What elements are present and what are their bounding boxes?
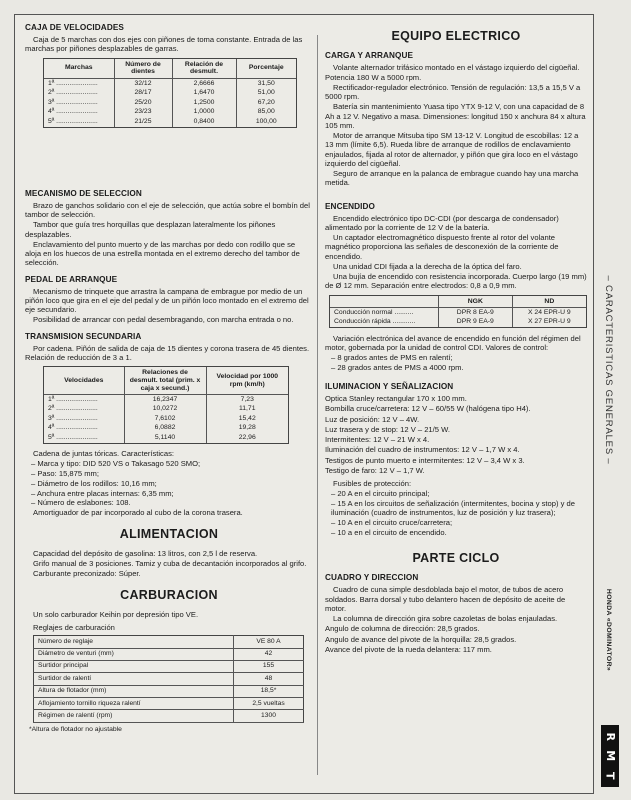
marchas-row — [44, 79, 296, 89]
bujia-table — [330, 296, 586, 328]
reglajes-table — [33, 635, 304, 723]
reglajes-cell: VE 80 A — [234, 636, 304, 648]
reglajes-footnote: *Altura de flotador no ajustable — [29, 725, 122, 733]
logo-letter: T — [603, 771, 617, 780]
reglajes-row — [34, 636, 304, 648]
cadena-list — [25, 459, 313, 507]
side-brand — [598, 540, 618, 720]
bujia-table-wrap — [329, 295, 587, 329]
reglajes-cell: Diámetro de venturi (mm) — [34, 648, 234, 660]
column-divider — [317, 35, 318, 775]
logo-letter: M — [603, 750, 617, 762]
alimentacion-title: ALIMENTACION — [119, 527, 219, 542]
encendido-p1: Encendido electrónico tipo DC-CDI (por descarga de condensador) alimentado por la corriente de 12 V de la batería. — [325, 213, 559, 232]
reglajes-cell: Surtidor de ralentí — [34, 673, 234, 685]
velocidades-cell: 22,96 — [238, 433, 256, 441]
marchas-header: Marchas — [44, 59, 114, 79]
velocidades-table — [44, 367, 288, 443]
reglajes-row — [34, 660, 304, 672]
marchas-cell: 5ª ...................... — [44, 117, 114, 126]
encendido-item: – 28 grados antes de PMS a 4000 rpm. — [331, 362, 464, 372]
fusible-item: – 10 A en el circuito cruce/carretera; — [331, 518, 453, 528]
bujia-header: NGK — [438, 296, 512, 308]
encendido-item: – 8 grados antes de PMS en ralentí; — [331, 353, 453, 363]
iluminacion-line: Luz de posición: 12 V – 4W. — [325, 414, 420, 424]
rmt-logo — [601, 725, 619, 787]
marchas-cell: 1,6470 — [172, 89, 236, 98]
cadena-item: – Anchura entre placas internas: 6,35 mm; — [31, 488, 174, 498]
iluminacion-line: Intermitentes: 12 V – 21 W x 4. — [325, 435, 430, 445]
encendido-title: ENCENDIDO — [325, 201, 376, 211]
fusible-item: – 15 A en los circuitos de señalización (intermitentes, bocina y stop) y de iluminación (cuadro de instrumentos, luz de posición y luz trasera); — [331, 499, 575, 518]
alimentacion-p3: Carburante preconizado: Súper. — [33, 569, 141, 579]
transmision-title: TRANSMISION SECUNDARIA — [25, 331, 142, 341]
marchas-cell: 25/20 — [114, 98, 172, 107]
cadena-item: – Marca y tipo: DID 520 VS o Takasago 520 SMO; — [31, 459, 201, 469]
equipo-title: EQUIPO ELECTRICO — [391, 29, 521, 43]
alimentacion-p2: Grifo manual de 3 posiciones. Tamiz y cuba de decantación incorporados al grifo. — [33, 558, 307, 568]
bujia-cell: DPR 8 EA-9 — [438, 308, 512, 318]
amortiguador-text: Amortiguador de par incorporado al cubo de la corona trasera. — [33, 508, 243, 518]
velocidades-cell: 10,0272 — [124, 405, 206, 414]
marchas-cell: 1,2500 — [172, 98, 236, 107]
velocidades-row — [44, 405, 288, 414]
velocidades-row — [44, 414, 288, 423]
velocidades-cell: 2ª ...................... — [44, 405, 124, 414]
reglajes-row — [34, 673, 304, 685]
marchas-cell: 0,8400 — [172, 117, 236, 126]
iluminacion-line: Bombilla cruce/carretera: 12 V – 60/55 W (halógena tipo H4). — [325, 404, 531, 414]
encendido-p3: Una unidad CDI fijada a la derecha de la óptica del faro. — [333, 261, 522, 271]
cadena-item: – Número de eslabones: 108. — [31, 498, 131, 508]
carburacion-p1: Un solo carburador Keihin por depresión tipo VE. — [33, 609, 199, 619]
marchas-cell: 21/25 — [114, 117, 172, 126]
velocidades-cell: 1ª ...................... — [44, 395, 124, 405]
right-column — [325, 23, 587, 655]
encendido-p5: Variación electrónica del avance de encendido en función del régimen del motor, gobernada por la unidad de control CDI. Valores de control: — [325, 333, 581, 352]
cuadro-title: CUADRO Y DIRECCION — [325, 573, 419, 583]
bujia-cell: X 24 EPR-U 9 — [528, 308, 571, 316]
velocidades-row — [44, 424, 288, 433]
side-brand-text: HONDA «DOMINATOR» — [605, 588, 613, 672]
left-column — [25, 23, 313, 734]
marchas-cell: 100,00 — [255, 117, 277, 125]
seleccion-title: MECANISMO DE SELECCION — [25, 188, 142, 198]
carga-title: CARGA Y ARRANQUE — [325, 51, 414, 61]
reglajes-row — [34, 685, 304, 697]
marchas-cell: 85,00 — [257, 108, 275, 116]
marchas-cell: 32/12 — [114, 79, 172, 89]
bujia-cell: DPR 9 EA-9 — [438, 318, 512, 327]
marchas-header: Número de dientes — [114, 59, 172, 79]
alimentacion-p1: Capacidad del depósito de gasolina: 13 litros, con 2,5 l de reserva. — [33, 548, 258, 558]
marchas-header: Porcentaje — [236, 59, 296, 79]
iluminacion-lines — [325, 394, 587, 475]
cadena-intro: Cadena de juntas tóricas. Características: — [33, 449, 174, 459]
iluminacion-line: Optica Stanley rectangular 170 x 100 mm. — [325, 394, 467, 404]
marchas-row — [44, 108, 296, 117]
velocidades-cell: 6,0882 — [124, 424, 206, 433]
cuadro-line: Angulo de columna de dirección: 28,5 grados. — [325, 624, 480, 634]
carga-p5: Seguro de arranque en la palanca de embrague cuando hay una marcha metida. — [325, 169, 579, 188]
iluminacion-line: Testigo de faro: 12 V – 1,7 W. — [325, 465, 425, 475]
marchas-cell: 51,00 — [257, 89, 275, 97]
cuadro-line: Angulo de avance del pivote de la horquilla: 28,5 grados. — [325, 634, 517, 644]
fusible-item: – 20 A en el circuito principal; — [331, 489, 430, 499]
marchas-table-wrap — [43, 58, 297, 128]
cuadro-p2: La columna de dirección gira sobre cazoletas de bolas enjauladas. — [333, 614, 558, 624]
caja-title: CAJA DE VELOCIDADES — [25, 23, 124, 32]
side-title-text: – CARACTERISTICAS GENERALES – — [602, 275, 614, 465]
cadena-item: – Paso: 15,875 mm; — [31, 469, 99, 479]
velocidades-cell: 7,6102 — [124, 414, 206, 423]
marchas-row — [44, 98, 296, 107]
marchas-row — [44, 89, 296, 98]
caja-text: Caja de 5 marchas con dos ejes con piñones de toma constante. Entrada de las marchas por piñones desplazables de garras. — [25, 35, 303, 54]
carga-p3: Batería sin mantenimiento Yuasa tipo YTX 9-12 V, con una capacidad de 8 Ah a 12 V. Negativo a masa. Dimensiones: longitud 150 x anchura 84 x altura 105 mm. — [325, 102, 586, 130]
velocidades-cell: 11,71 — [238, 405, 256, 413]
bujia-header: ND — [512, 296, 586, 308]
bujia-row — [330, 308, 586, 318]
side-section-title — [598, 220, 618, 520]
parte-ciclo-title: PARTE CICLO — [412, 551, 500, 566]
fusible-item: – 10 a en el circuito de encendido. — [331, 527, 447, 537]
carburacion-title: CARBURACION — [120, 588, 218, 603]
seleccion-p3: Enclavamiento del punto muerto y de las marchas por dedo con rodillo que se aloja en los huecos de una estrella montada en el extremo derecho del tambor de selección. — [25, 239, 300, 268]
velocidades-table-wrap — [43, 366, 289, 444]
document-page — [14, 14, 594, 794]
bujia-cell: X 27 EPR-U 9 — [528, 318, 571, 326]
bujia-cell: Conducción rápida ............ — [330, 318, 438, 327]
cuadro-line: Avance del pivote de la rueda delantera: 117 mm. — [325, 644, 492, 654]
velocidades-row — [44, 433, 288, 442]
velocidades-row — [44, 395, 288, 405]
marchas-cell: 2,6666 — [172, 79, 236, 89]
reglajes-cell: 2,5 vueltas — [234, 698, 304, 710]
velocidades-header: Velocidades — [44, 367, 124, 395]
iluminacion-title: ILUMINACION Y SEÑALIZACION — [325, 382, 454, 392]
transmision-text: Por cadena. Piñón de salida de caja de 15 dientes y corona trasera de 45 dientes. Relación de reducción de 3 a 1. — [25, 343, 310, 362]
marchas-cell: 2ª ...................... — [44, 89, 114, 98]
velocidades-cell: 19,28 — [238, 424, 256, 432]
arranque-title: PEDAL DE ARRANQUE — [25, 274, 118, 284]
velocidades-cell: 15,42 — [238, 414, 256, 422]
carga-p4: Motor de arranque Mitsuba tipo SM 13-12 V. Longitud de escobillas: 12 a 13 mm (límite 6,5). Rueda libre de arranque de rodillos de enclavamiento enjaulados, fijada al rotor de alternador, y piñón que gira loco en el vástago izquierdo del cigüeñal. — [325, 131, 579, 168]
velocidades-cell: 16,2347 — [124, 395, 206, 405]
iluminacion-line: Iluminación del cuadro de instrumentos: 12 V – 1,7 W x 4. — [325, 445, 520, 455]
iluminacion-line: Luz trasera y de stop: 12 V – 21/5 W. — [325, 424, 450, 434]
marchas-cell: 28/17 — [114, 89, 172, 98]
marchas-cell: 3ª ...................... — [44, 98, 114, 107]
marchas-cell: 1ª ...................... — [44, 79, 114, 89]
marchas-cell: 1,0000 — [172, 108, 236, 117]
reglajes-row — [34, 710, 304, 722]
arranque-p2: Posibilidad de arrancar con pedal desembragando, con marcha entrada o no. — [33, 315, 294, 325]
cuadro-lines — [325, 624, 587, 654]
reglajes-cell: 18,5* — [234, 685, 304, 697]
reglajes-cell: 42 — [234, 648, 304, 660]
reglajes-cell: Régimen de ralentí (rpm) — [34, 710, 234, 722]
bujia-header — [330, 296, 438, 308]
velocidades-cell: 3ª ...................... — [44, 414, 124, 423]
reglajes-cell: 48 — [234, 673, 304, 685]
reglajes-cell: Aflojamiento tornillo riqueza ralentí — [34, 698, 234, 710]
cuadro-p1: Cuadro de cuna simple desdoblada bajo el motor, de tubos de acero soldados. Barra dorsal y tubo delantero hacen de depósito de aceite de motor. — [325, 585, 566, 613]
marchas-cell: 67,20 — [257, 98, 275, 106]
carga-p2: Rectificador-regulador electrónico. Tensión de regulación: 13,5 a 15,5 V a 5000 rpm. — [325, 82, 581, 101]
reglajes-row — [34, 698, 304, 710]
bujia-row — [330, 318, 586, 327]
fusibles-list — [325, 489, 587, 537]
marchas-header: Relación de desmult. — [172, 59, 236, 79]
reglajes-cell: Surtidor principal — [34, 660, 234, 672]
carga-p1: Volante alternador trifásico montado en el vástago izquierdo del cigüeñal. Potencia 180 W a 5000 rpm. — [325, 63, 580, 82]
marchas-cell: 31,50 — [257, 79, 275, 87]
reglajes-cell: 1300 — [234, 710, 304, 722]
reglajes-cell: Número de reglaje — [34, 636, 234, 648]
marchas-table — [44, 59, 296, 127]
reglajes-cell: Altura de flotador (mm) — [34, 685, 234, 697]
fusibles-intro: Fusibles de protección: — [333, 479, 412, 489]
bujia-cell: Conducción normal .......... — [330, 308, 438, 318]
marchas-row — [44, 117, 296, 126]
logo-letter: R — [603, 732, 617, 741]
encendido-p4: Una bujía de encendido con resistencia incorporada. Cuerpo largo (19 mm) de Ø 12 mm. Separación entre electrodos: 0,8 a 0,9 mm. — [325, 272, 587, 291]
velocidades-cell: 5ª ...................... — [44, 433, 124, 442]
encendido-list — [325, 353, 587, 372]
marchas-cell: 4ª ...................... — [44, 108, 114, 117]
velocidades-header: Velocidad por 1000 rpm (km/h) — [206, 367, 288, 395]
seleccion-p1: Brazo de ganchos solidario con el eje de selección, que actúa sobre el bombín del tambor de selección. — [25, 200, 310, 220]
arranque-p1: Mecanismo de trinquete que arrastra la campana de embrague por medio de un piñón loco que gira en el eje del pedal y de un piñón loco montado en el extremo del eje secundario. — [25, 286, 309, 315]
cadena-item: – Diámetro de los rodillos: 10,16 mm; — [31, 478, 157, 488]
velocidades-header: Relaciones de desmult. total (prim. x caja x secund.) — [124, 367, 206, 395]
seleccion-p2: Tambor que guía tres horquillas que desplazan lateralmente los piñones desplazables. — [25, 220, 276, 239]
reglajes-cell: 155 — [234, 660, 304, 672]
encendido-p2: Un captador electromagnético dispuesto frente al rotor del volante magnético proporciona las señales de desconexión de la corriente de encendido. — [325, 233, 559, 261]
velocidades-cell: 4ª ...................... — [44, 424, 124, 433]
velocidades-cell: 5,1140 — [124, 433, 206, 442]
reglajes-title: Reglajes de carburación — [33, 622, 115, 632]
reglajes-row — [34, 648, 304, 660]
iluminacion-line: Testigos de punto muerto e intermitentes: 12 V – 3,4 W x 3. — [325, 455, 525, 465]
marchas-cell: 23/23 — [114, 108, 172, 117]
velocidades-cell: 7,23 — [240, 395, 254, 403]
